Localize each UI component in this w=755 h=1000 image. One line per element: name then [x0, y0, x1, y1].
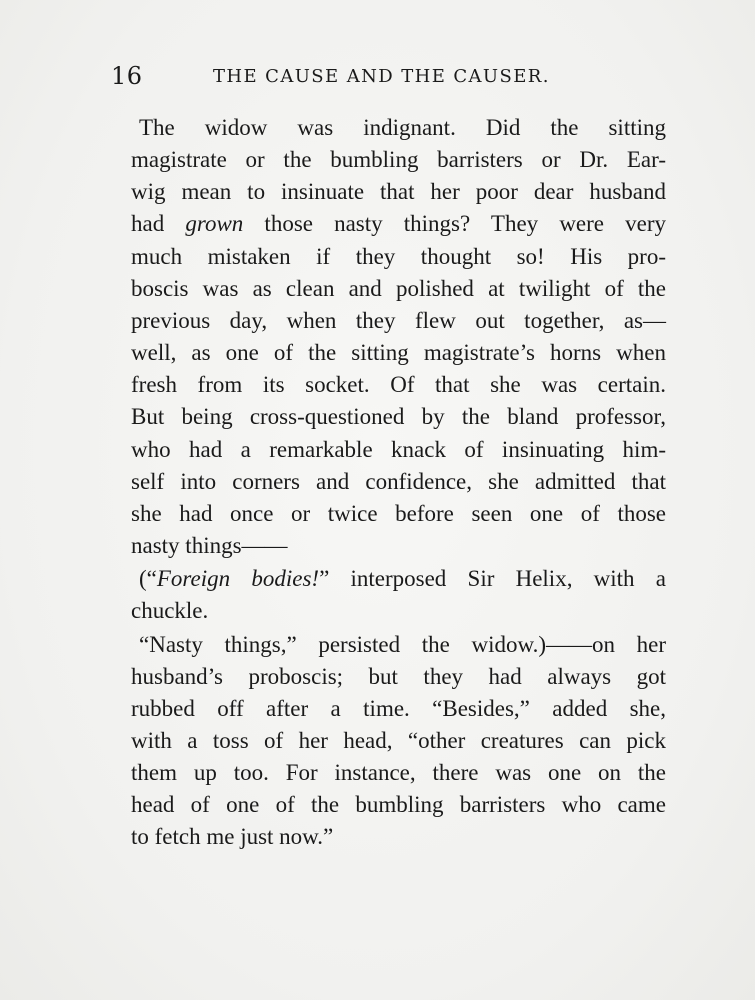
text-line: much mistaken if they thought so! His pro- [131, 243, 666, 269]
text-line: she had once or twice before seen one of those [131, 500, 666, 526]
text-line: boscis was as clean and polished at twilight of the [131, 275, 666, 301]
text-run: ” interposed Sir Helix, with a [319, 566, 666, 592]
page-number: 16 [111, 62, 143, 90]
text-run: those nasty things? They were very [243, 211, 666, 237]
emphasized-word: grown [185, 211, 244, 237]
text-line: self into corners and confidence, she admitted that [131, 468, 666, 494]
text-line: previous day, when they flew out together, as— [131, 307, 666, 333]
running-head: THE CAUSE AND THE CAUSER. [213, 66, 550, 87]
text-line: “Nasty things,” persisted the widow.)——on her [139, 631, 666, 657]
text-line [131, 563, 666, 595]
text-line: fresh from its socket. Of that she was certain. [131, 372, 666, 398]
text-run: had [131, 211, 186, 237]
text-line: wig mean to insinuate that her poor dear husband [131, 179, 666, 205]
emphasized-phrase: Foreign bodies! [156, 566, 320, 592]
text-line: But being cross-questioned by the bland professor, [131, 404, 666, 430]
text-line: rubbed off after a time. “Besides,” added she, [131, 695, 666, 721]
body-text [131, 112, 666, 854]
text-line: head of one of the bumbling barristers who came [131, 792, 666, 818]
text-line: husband’s proboscis; but they had always got [131, 663, 666, 689]
text-line: who had a remarkable knack of insinuating him- [131, 436, 666, 462]
page-header [111, 62, 665, 96]
text-line: with a toss of her head, “other creatures can pick [131, 727, 666, 753]
text-line: well, as one of the sitting magistrate’s horns when [131, 340, 666, 366]
text-line: The widow was indignant. Did the sitting [139, 115, 666, 140]
text-line: magistrate or the bumbling barristers or Dr. Ear- [131, 147, 666, 173]
text-line: chuckle. [131, 598, 209, 624]
text-run: (“ [139, 566, 157, 592]
text-line [131, 208, 666, 240]
text-line: them up too. For instance, there was one on the [131, 760, 666, 786]
text-line: to fetch me just now.” [131, 824, 334, 850]
text-line: nasty things—— [131, 533, 288, 559]
